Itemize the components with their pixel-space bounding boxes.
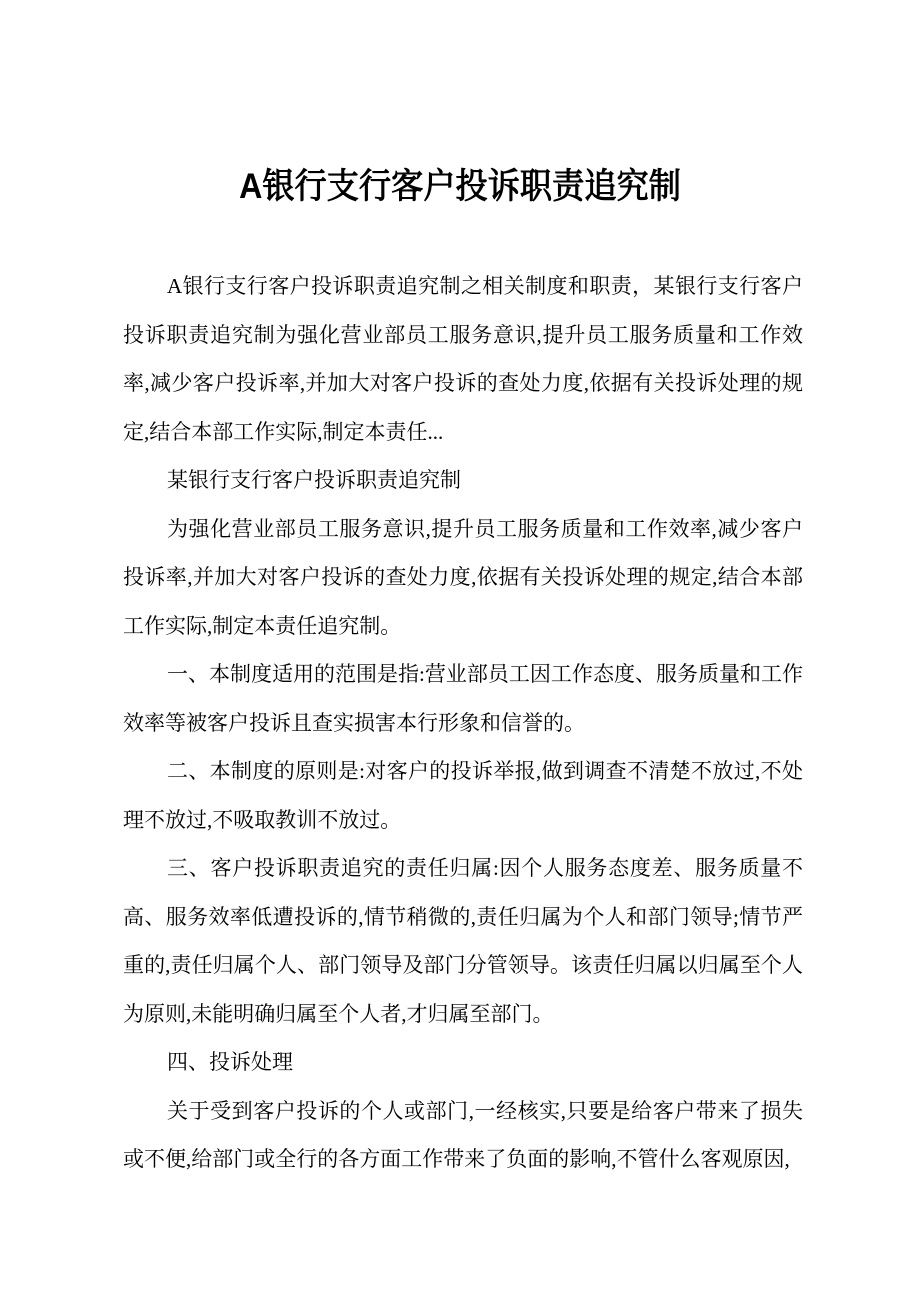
paragraph-section-3-responsibility: 三、客户投诉职责追究的责任归属:因个人服务态度差、服务质量不高、服务效率低遭投诉的,情节稍微的,责任归属为个人和部门领导;情节严重的,责任归属个人、部门领导及部门分管领导。该责任归属以归属至个人为原则,未能明确归属至个人者,才归属至部门。 <box>123 856 803 1026</box>
paragraph-section-1-scope: 一、本制度适用的范围是指:营业部员工因工作态度、服务质量和工作效率等被客户投诉且查实损害本行形象和信誉的。 <box>123 662 803 735</box>
paragraph-section-4-heading: 四、投诉处理 <box>167 1050 293 1074</box>
document-title: A银行支行客户投诉职责追究制 <box>239 167 681 206</box>
paragraph-section-2-principle: 二、本制度的原则是:对客户的投诉举报,做到调查不清楚不放过,不处理不放过,不吸取教训不放过。 <box>123 759 803 832</box>
paragraph-subtitle: 某银行支行客户投诉职责追究制 <box>167 468 461 492</box>
document-body <box>123 262 803 1184</box>
paragraph-section-4-handling: 关于受到客户投诉的个人或部门,一经核实,只要是给客户带来了损失或不便,给部门或全行的各方面工作带来了负面的影响,不管什么客观原因, <box>123 1098 803 1171</box>
paragraph-intro-summary: A银行支行客户投诉职责追究制之相关制度和职责，某银行支行客户投诉职责追究制为强化营业部员工服务意识,提升员工服务质量和工作效率,减少客户投诉率,并加大对客户投诉的查处力度,依据有关投诉处理的规定,结合本部工作实际,制定本责任... <box>123 274 803 444</box>
paragraph-purpose: 为强化营业部员工服务意识,提升员工服务质量和工作效率,减少客户投诉率,并加大对客户投诉的查处力度,依据有关投诉处理的规定,结合本部工作实际,制定本责任追究制。 <box>123 516 803 638</box>
